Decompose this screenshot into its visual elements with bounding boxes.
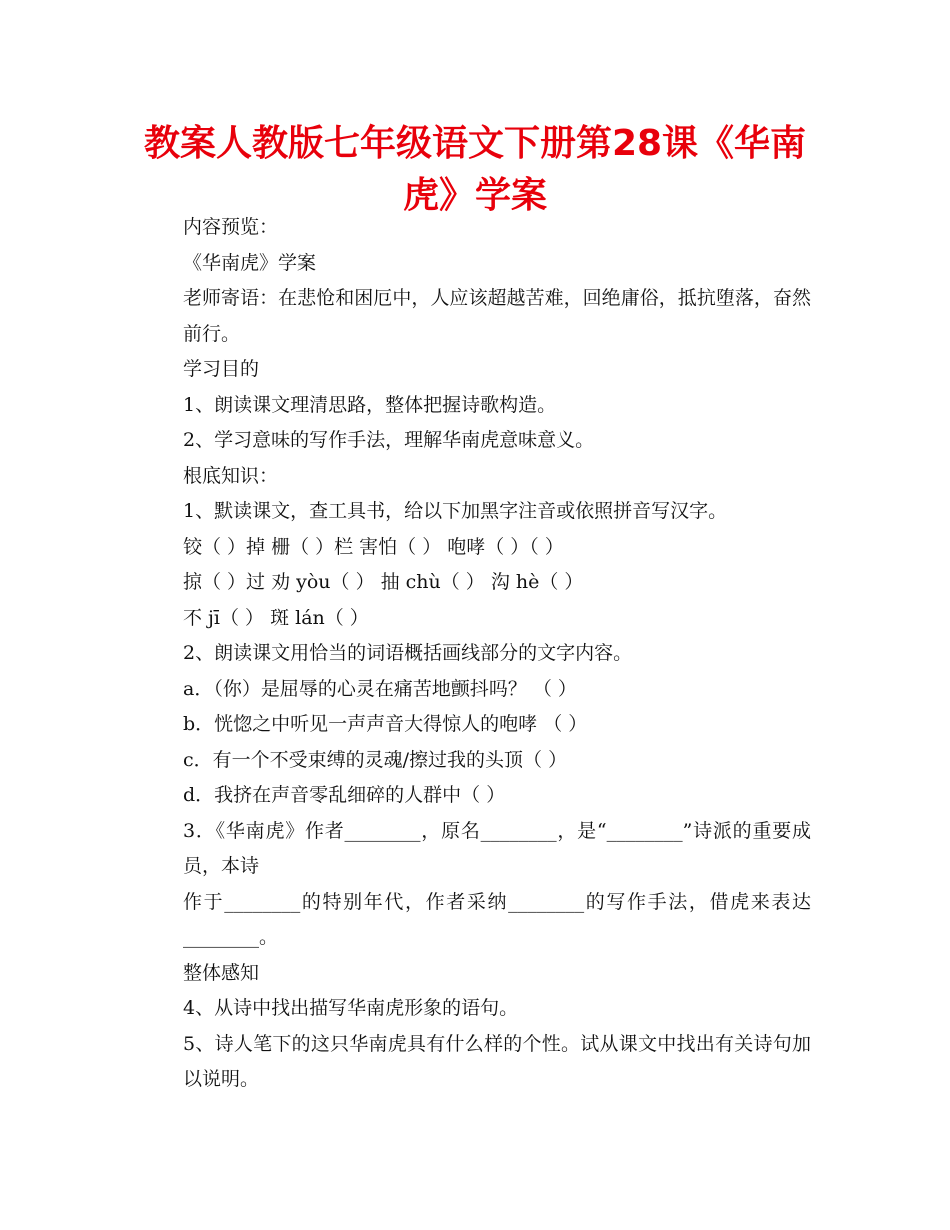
subtitle-line: 《华南虎》学案	[183, 251, 317, 274]
pinyin-line: 铰（ ）掉 栅（ ）栏 害怕（ ） 咆哮（ ）（ ）	[183, 535, 564, 558]
section-heading-basics: 根底知识：	[183, 464, 279, 487]
option-item: a．（你）是屈辱的心灵在痛苦地颤抖吗？ （ ）	[183, 677, 577, 700]
preview-label: 内容预览：	[183, 216, 279, 238]
section-heading-goals: 学习目的	[183, 358, 260, 380]
option-item: c．有一个不受束缚的灵魂/擦过我的头顶（ ）	[183, 748, 568, 771]
pinyin-line: 掠（ ）过 劝 yòu（ ） 抽 chù（ ） 沟 hè（ ）	[183, 571, 584, 593]
document-body	[141, 210, 811, 1098]
option-item: b．恍惚之中听见一声声音大得惊人的咆哮 （ ）	[183, 713, 588, 735]
question-item: 4、从诗中找出描写华南虎形象的语句。	[183, 997, 519, 1019]
goal-item: 1、朗读课文理清思路，整体把握诗歌构造。	[183, 393, 557, 416]
fill-in-question: 作于________的特别年代，作者采纳________的写作手法，借虎来表达________。	[183, 890, 811, 948]
teacher-message: 老师寄语：在悲怆和困厄中，人应该超越苦难，回绝庸俗，抵抗堕落，奋然前行。	[183, 287, 811, 345]
option-item: d．我挤在声音零乱细碎的人群中（ ）	[183, 784, 506, 806]
pinyin-line: 不 jī（ ） 斑 lán（ ）	[183, 606, 369, 629]
fill-in-question: 3．《华南虎》作者________，原名________，是“________”诗派的重要成员，本诗	[183, 819, 811, 877]
exercise-instruction: 1、默读课文，查工具书，给以下加黑字注音或依照拼音写汉字。	[183, 500, 728, 522]
goal-item: 2、学习意味的写作手法，理解华南虎意味意义。	[183, 429, 595, 451]
section-heading-perception: 整体感知	[183, 961, 260, 984]
question-item: 5、诗人笔下的这只华南虎具有什么样的个性。试从课文中找出有关诗句加以说明。	[183, 1032, 811, 1090]
exercise-instruction: 2、朗读课文用恰当的词语概括画线部分的文字内容。	[183, 642, 633, 664]
document-title: 教案人教版七年级语文下册第28课《华南虎》学案	[143, 123, 807, 216]
